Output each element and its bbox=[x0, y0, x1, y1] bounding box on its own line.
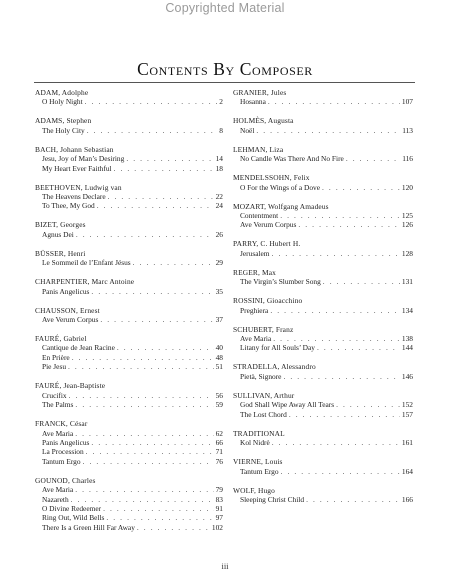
work-entry[interactable] bbox=[233, 334, 413, 343]
work-title: Kol Nidrè bbox=[240, 438, 270, 448]
composer-entry bbox=[233, 457, 413, 476]
work-title: To Thee, My God bbox=[42, 201, 95, 211]
work-entry[interactable] bbox=[233, 211, 413, 220]
composer-given-name: Gabriel bbox=[63, 334, 87, 344]
work-title: Ave Maria bbox=[240, 334, 272, 344]
page-ref: 146 bbox=[401, 371, 413, 381]
work-title: Pietà, Signore bbox=[240, 371, 282, 381]
composer-given-name: Alessandro bbox=[281, 362, 316, 372]
composer-name: ROSSINI, Gioacchino bbox=[233, 296, 303, 306]
dot-leader bbox=[323, 277, 400, 286]
work-entry[interactable] bbox=[233, 126, 413, 135]
work-title: Sleeping Christ Child bbox=[240, 494, 305, 504]
composer-entry bbox=[233, 88, 413, 107]
page-title: Contents By Composer bbox=[137, 59, 313, 79]
composer-given-name: Stephen bbox=[66, 116, 92, 126]
dot-leader bbox=[280, 211, 400, 220]
work-entry[interactable] bbox=[233, 372, 413, 381]
page-ref: 59 bbox=[215, 400, 223, 410]
composer-entry bbox=[35, 381, 223, 409]
composer-given-name: Liza bbox=[269, 144, 284, 154]
page-ref: 29 bbox=[215, 258, 223, 268]
dot-leader bbox=[68, 362, 214, 371]
page-ref: 161 bbox=[401, 438, 413, 448]
work-entry[interactable] bbox=[35, 230, 223, 239]
dot-leader bbox=[306, 495, 400, 504]
work-title: No Candle Was There And No Fire bbox=[240, 154, 344, 164]
page-ref: 113 bbox=[402, 125, 413, 135]
page-ref: 152 bbox=[401, 400, 413, 410]
dot-leader bbox=[289, 410, 400, 419]
page-number: iii bbox=[221, 561, 229, 571]
page-ref: 83 bbox=[215, 494, 223, 504]
page-ref: 166 bbox=[401, 494, 413, 504]
page-ref: 102 bbox=[211, 522, 223, 532]
composer-surname: MOZART bbox=[233, 201, 265, 211]
composer-entry bbox=[35, 334, 223, 372]
work-title: Pie Jesu bbox=[42, 362, 67, 372]
composer-surname: ADAMS bbox=[35, 116, 63, 126]
composer-given-name: Ernest bbox=[80, 305, 100, 315]
work-entry[interactable] bbox=[35, 429, 223, 438]
dot-leader bbox=[83, 457, 214, 466]
page-ref: 37 bbox=[215, 315, 223, 325]
composer-given-name: Georges bbox=[60, 220, 86, 230]
work-title: My Heart Ever Faithful bbox=[42, 163, 112, 173]
work-entry[interactable] bbox=[233, 495, 413, 504]
composer-name: MENDELSSOHN, Felix bbox=[233, 173, 310, 183]
composer-entry bbox=[35, 116, 223, 135]
page-ref: 97 bbox=[215, 513, 223, 523]
composer-entry bbox=[233, 429, 413, 448]
composer-given-name: Wolfgang Amadeus bbox=[268, 201, 329, 211]
composer-entry bbox=[233, 268, 413, 287]
page-ref: 40 bbox=[215, 343, 223, 353]
composer-entry bbox=[35, 88, 223, 107]
composer-entry bbox=[233, 486, 413, 505]
composer-surname: WOLF bbox=[233, 485, 254, 495]
dot-leader bbox=[298, 220, 400, 229]
work-entry[interactable] bbox=[35, 192, 223, 201]
page-ref: 22 bbox=[215, 192, 223, 202]
work-title: The Lost Chord bbox=[240, 409, 287, 419]
composer-column-left bbox=[35, 88, 223, 542]
composer-name: FRANCK, César bbox=[35, 419, 88, 429]
dot-leader bbox=[103, 504, 214, 513]
dot-leader bbox=[114, 164, 214, 173]
composer-given-name: Augusta bbox=[267, 116, 294, 126]
dot-leader bbox=[91, 287, 213, 296]
dot-leader bbox=[281, 467, 400, 476]
dot-leader bbox=[71, 495, 214, 504]
composer-name: LEHMAN, Liza bbox=[233, 144, 284, 154]
work-title: Noël bbox=[240, 125, 255, 135]
work-title: Crucifix bbox=[42, 390, 67, 400]
composer-surname: HOLMÈS bbox=[233, 116, 265, 126]
composer-entry bbox=[233, 145, 413, 164]
page-ref: 164 bbox=[401, 466, 413, 476]
composer-name bbox=[233, 429, 413, 438]
work-entry[interactable] bbox=[35, 258, 223, 267]
work-entry[interactable] bbox=[35, 353, 223, 362]
composer-entry bbox=[35, 145, 223, 173]
composer-given-name: César bbox=[69, 419, 88, 429]
composer-given-name: Adolphe bbox=[61, 88, 89, 97]
work-title: Ring Out, Wild Bells bbox=[42, 513, 105, 523]
page-ref: 128 bbox=[401, 248, 413, 258]
work-title: Cantique de Jean Racine bbox=[42, 343, 115, 353]
composer-surname: GRANIER bbox=[233, 88, 267, 97]
page-ref: 126 bbox=[401, 220, 413, 230]
work-title: En Prière bbox=[42, 352, 70, 362]
page-ref: 125 bbox=[401, 211, 413, 221]
page-ref: 48 bbox=[215, 352, 223, 362]
work-entry[interactable] bbox=[233, 467, 413, 476]
composer-given-name: Johann Sebastian bbox=[60, 144, 114, 154]
work-title: Jerusalem bbox=[240, 248, 270, 258]
dot-leader bbox=[322, 183, 400, 192]
page-ref: 56 bbox=[215, 390, 223, 400]
work-entry[interactable] bbox=[35, 126, 223, 135]
page-ref: 131 bbox=[401, 277, 413, 287]
page-ref: 71 bbox=[215, 447, 223, 457]
composer-given-name: Jules bbox=[270, 88, 287, 97]
composer-surname: ROSSINI bbox=[233, 296, 263, 306]
composer-name: GOUNOD, Charles bbox=[35, 475, 96, 485]
work-title: The Palms bbox=[42, 400, 74, 410]
work-entry[interactable] bbox=[233, 277, 413, 286]
composer-given-name: Gioacchino bbox=[266, 296, 303, 306]
work-title: Ave Verum Corpus bbox=[42, 315, 99, 325]
work-entry[interactable] bbox=[35, 164, 223, 173]
dot-leader bbox=[272, 249, 400, 258]
dot-leader bbox=[273, 334, 400, 343]
dot-leader bbox=[336, 400, 400, 409]
dot-leader bbox=[87, 126, 218, 135]
composer-given-name: Arthur bbox=[273, 390, 295, 400]
dot-leader bbox=[272, 438, 400, 447]
composer-entry bbox=[35, 306, 223, 325]
composer-surname: REGER bbox=[233, 267, 258, 277]
composer-name: PARRY, C. Hubert H. bbox=[233, 239, 301, 249]
work-entry[interactable] bbox=[35, 391, 223, 400]
composer-entry bbox=[233, 362, 413, 381]
work-entry[interactable] bbox=[35, 504, 223, 513]
composer-name: WOLF, Hugo bbox=[233, 485, 275, 495]
page-ref: 134 bbox=[401, 305, 413, 315]
work-entry[interactable] bbox=[35, 362, 223, 371]
composer-surname: FRANCK bbox=[35, 419, 66, 429]
page-ref: 107 bbox=[401, 97, 413, 107]
work-entry[interactable] bbox=[35, 343, 223, 352]
composer-entry bbox=[35, 277, 223, 296]
work-entry[interactable] bbox=[233, 438, 413, 447]
composer-surname: CHAUSSON bbox=[35, 305, 77, 315]
composer-surname: BACH bbox=[35, 144, 57, 154]
work-entry[interactable] bbox=[35, 438, 223, 447]
composer-surname: FAURÉ bbox=[35, 334, 60, 344]
dot-leader bbox=[69, 391, 214, 400]
work-title: Tantum Ergo bbox=[42, 456, 81, 466]
composer-entry bbox=[35, 183, 223, 211]
work-entry[interactable] bbox=[35, 287, 223, 296]
work-entry[interactable] bbox=[233, 343, 413, 352]
work-title: Ave Maria bbox=[42, 428, 74, 438]
composer-name: CHAUSSON, Ernest bbox=[35, 305, 100, 315]
work-title: Agnus Dei bbox=[42, 229, 74, 239]
dot-leader bbox=[75, 485, 213, 494]
composer-surname: MENDELSSOHN bbox=[233, 173, 290, 183]
composer-entry bbox=[35, 476, 223, 532]
page-ref: 62 bbox=[215, 428, 223, 438]
page-ref: 2 bbox=[219, 97, 223, 107]
composer-given-name: Marc Antoine bbox=[91, 277, 135, 287]
composer-name: MOZART, Wolfgang Amadeus bbox=[233, 201, 329, 211]
composer-name: ADAMS, Stephen bbox=[35, 116, 92, 126]
work-title: O Holy Night bbox=[42, 97, 83, 107]
dot-leader bbox=[86, 447, 214, 456]
dot-leader bbox=[97, 201, 214, 210]
dot-leader bbox=[268, 97, 400, 106]
page-ref: 138 bbox=[401, 334, 413, 344]
work-entry[interactable] bbox=[35, 201, 223, 210]
composer-given-name: Louis bbox=[265, 457, 283, 467]
composer-entry bbox=[233, 391, 413, 419]
work-entry[interactable] bbox=[233, 249, 413, 258]
composer-entry bbox=[35, 249, 223, 268]
work-title: Jesu, Joy of Man’s Desiring bbox=[42, 154, 125, 164]
work-title: Ave Verum Corpus bbox=[240, 220, 297, 230]
composer-name: FAURÉ, Gabriel bbox=[35, 334, 87, 344]
composer-name: BIZET, Georges bbox=[35, 220, 86, 230]
composer-surname: BIZET bbox=[35, 220, 57, 230]
composer-surname: CHARPENTIER bbox=[35, 277, 88, 287]
work-entry[interactable] bbox=[233, 400, 413, 409]
composer-name: BÜSSER, Henri bbox=[35, 248, 86, 258]
composer-given-name: Hugo bbox=[257, 485, 275, 495]
work-title: Ave Maria bbox=[42, 485, 74, 495]
composer-name: STRADELLA, Alessandro bbox=[233, 362, 316, 372]
composer-given-name: Jean-Baptiste bbox=[63, 381, 106, 391]
page-ref: 66 bbox=[215, 437, 223, 447]
dot-leader bbox=[75, 400, 213, 409]
page-ref: 8 bbox=[219, 125, 223, 135]
work-entry[interactable] bbox=[35, 485, 223, 494]
composer-surname: BEETHOVEN bbox=[35, 182, 81, 192]
composer-surname: STRADELLA bbox=[233, 362, 278, 372]
page-ref: 14 bbox=[215, 154, 223, 164]
work-entry[interactable] bbox=[35, 513, 223, 522]
page-ref: 91 bbox=[215, 503, 223, 513]
work-entry[interactable] bbox=[35, 523, 223, 532]
work-title: Hosanna bbox=[240, 97, 266, 107]
work-title: La Procession bbox=[42, 447, 84, 457]
composer-given-name: Charles bbox=[71, 475, 96, 485]
work-entry[interactable] bbox=[35, 400, 223, 409]
work-entry[interactable] bbox=[35, 315, 223, 324]
composer-surname: LEHMAN bbox=[233, 144, 266, 154]
page-ref: 51 bbox=[215, 362, 223, 372]
dot-leader bbox=[256, 126, 400, 135]
composer-given-name: Felix bbox=[293, 173, 310, 183]
page-ref: 26 bbox=[215, 229, 223, 239]
composer-given-name: Max bbox=[261, 267, 276, 277]
page-ref: 144 bbox=[401, 343, 413, 353]
dot-leader bbox=[72, 353, 214, 362]
composer-name: ADAM, Adolphe bbox=[35, 88, 89, 97]
composer-entry bbox=[233, 239, 413, 258]
dot-leader bbox=[117, 343, 214, 352]
copyright-watermark: Copyrighted Material bbox=[165, 1, 285, 15]
composer-name: SCHUBERT, Franz bbox=[233, 324, 294, 334]
composer-entry bbox=[233, 325, 413, 353]
work-title: Nazareth bbox=[42, 494, 69, 504]
composer-entry bbox=[233, 202, 413, 230]
page-ref: 76 bbox=[215, 456, 223, 466]
work-entry[interactable] bbox=[35, 457, 223, 466]
work-entry[interactable] bbox=[233, 220, 413, 229]
composer-surname: ADAM bbox=[35, 88, 59, 97]
dot-leader bbox=[100, 315, 213, 324]
composer-name: CHARPENTIER, Marc Antoine bbox=[35, 277, 135, 287]
work-entry[interactable] bbox=[233, 97, 413, 106]
composer-given-name: Franz bbox=[275, 324, 294, 334]
composer-name: GRANIER, Jules bbox=[233, 88, 287, 97]
composer-name: SULLIVAN, Arthur bbox=[233, 390, 295, 400]
work-title: The Heavens Declare bbox=[42, 192, 106, 202]
work-entry[interactable] bbox=[233, 183, 413, 192]
composer-surname: SCHUBERT bbox=[233, 324, 272, 334]
work-title: Panis Angelicus bbox=[42, 437, 90, 447]
page-ref: 116 bbox=[402, 154, 413, 164]
work-entry[interactable] bbox=[233, 154, 413, 163]
title-rule bbox=[34, 82, 415, 83]
work-title: The Holy City bbox=[42, 125, 85, 135]
composer-entry bbox=[35, 220, 223, 239]
composer-entry bbox=[233, 173, 413, 192]
composer-name: BACH, Johann Sebastian bbox=[35, 144, 114, 154]
dot-leader bbox=[108, 192, 214, 201]
work-title: The Virgin’s Slumber Song bbox=[240, 277, 321, 287]
work-title: O Divine Redeemer bbox=[42, 503, 102, 513]
composer-entry bbox=[35, 419, 223, 466]
work-title: Litany for All Souls’ Day bbox=[240, 343, 315, 353]
composer-name: BEETHOVEN, Ludwig van bbox=[35, 182, 122, 192]
page-ref: 79 bbox=[215, 485, 223, 495]
work-title: Contentment bbox=[240, 211, 279, 221]
composer-surname: FAURÉ bbox=[35, 381, 60, 391]
work-entry[interactable] bbox=[35, 495, 223, 504]
composer-entry bbox=[233, 296, 413, 315]
work-entry[interactable] bbox=[35, 447, 223, 456]
work-entry[interactable] bbox=[233, 306, 413, 315]
dot-leader bbox=[75, 429, 213, 438]
composer-given-name: Ludwig van bbox=[84, 182, 122, 192]
dot-leader bbox=[283, 372, 399, 381]
dot-leader bbox=[91, 438, 213, 447]
page-ref: 24 bbox=[215, 201, 223, 211]
work-title: God Shall Wipe Away All Tears bbox=[240, 400, 335, 410]
composer-column-right bbox=[233, 88, 413, 514]
work-entry[interactable] bbox=[35, 97, 223, 106]
composer-surname: BÜSSER bbox=[35, 248, 64, 258]
work-title: Le Sommeil de l’Enfant Jésus bbox=[42, 258, 131, 268]
dot-leader bbox=[317, 343, 400, 352]
composer-surname: VIERNE bbox=[233, 457, 261, 467]
composer-name: REGER, Max bbox=[233, 267, 276, 277]
dot-leader bbox=[133, 258, 214, 267]
composer-entry bbox=[233, 116, 413, 135]
composer-name: VIERNE, Louis bbox=[233, 457, 283, 467]
work-entry[interactable] bbox=[233, 410, 413, 419]
composer-surname: TRADITIONAL bbox=[233, 428, 285, 438]
work-title: Panis Angelicus bbox=[42, 286, 90, 296]
page-ref: 120 bbox=[401, 182, 413, 192]
work-title: Preghiera bbox=[240, 305, 269, 315]
composer-given-name: C. Hubert H. bbox=[260, 239, 301, 249]
composer-surname: PARRY bbox=[233, 239, 257, 249]
composer-surname: GOUNOD bbox=[35, 475, 68, 485]
composer-surname: SULLIVAN bbox=[233, 390, 271, 400]
work-entry[interactable] bbox=[35, 154, 223, 163]
work-title: Tantum Ergo bbox=[240, 466, 279, 476]
work-title: There Is a Green Hill Far Away bbox=[42, 522, 135, 532]
dot-leader bbox=[346, 154, 400, 163]
work-title: O For the Wings of a Dove bbox=[240, 182, 321, 192]
dot-leader bbox=[126, 154, 213, 163]
composer-name: HOLMÈS, Augusta bbox=[233, 116, 294, 126]
dot-leader bbox=[270, 306, 400, 315]
dot-leader bbox=[137, 523, 210, 532]
dot-leader bbox=[76, 230, 214, 239]
dot-leader bbox=[106, 513, 213, 522]
page-ref: 35 bbox=[215, 286, 223, 296]
composer-given-name: Henri bbox=[67, 248, 86, 258]
composer-name: FAURÉ, Jean-Baptiste bbox=[35, 381, 106, 391]
page-ref: 157 bbox=[401, 409, 413, 419]
dot-leader bbox=[85, 97, 218, 106]
page-ref: 18 bbox=[215, 163, 223, 173]
